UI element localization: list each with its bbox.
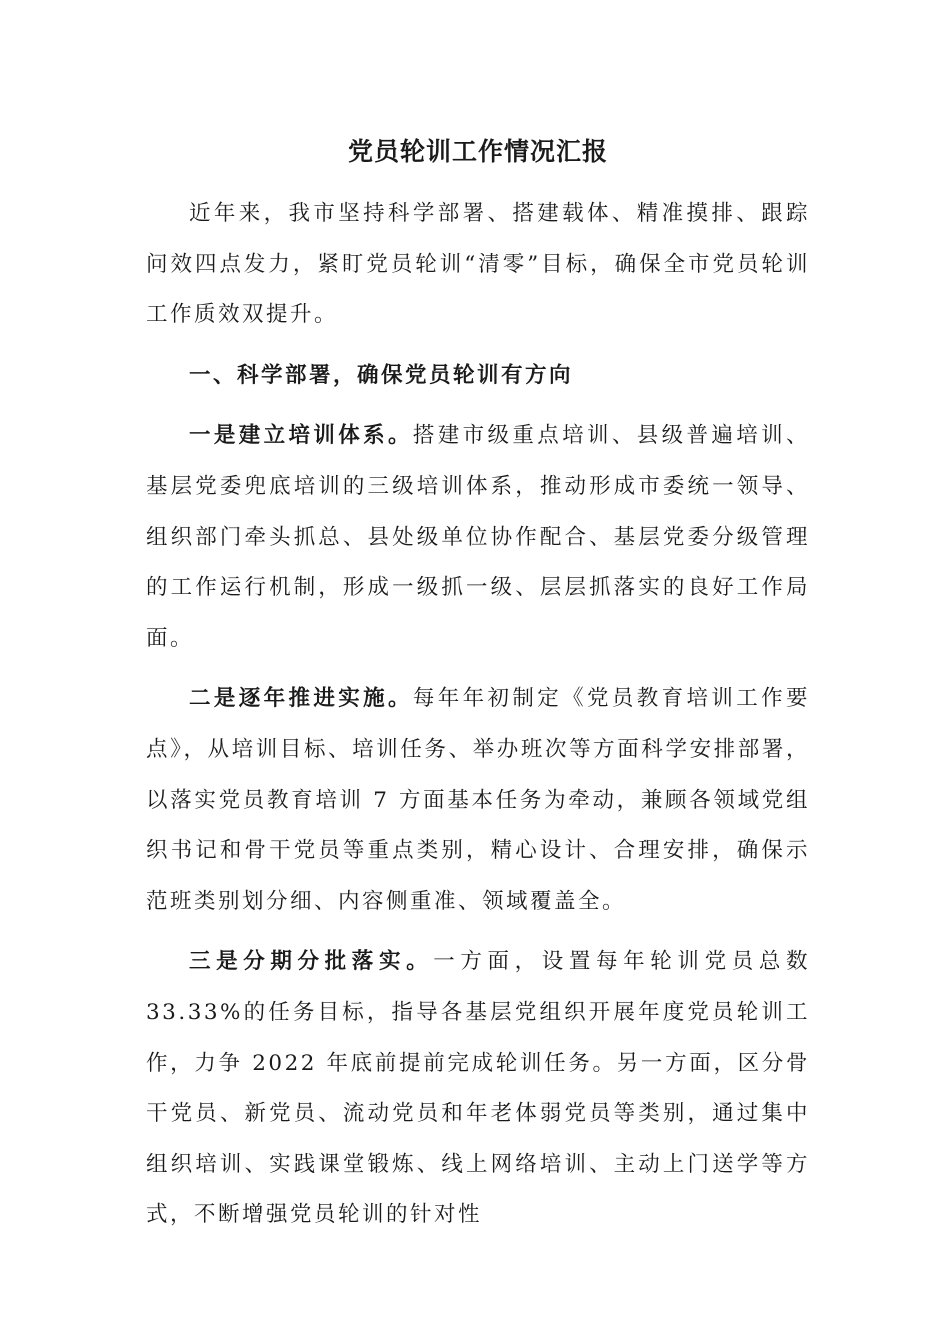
intro-paragraph: 近年来，我市坚持科学部署、搭建载体、精准摸排、跟踪问效四点发力，紧盯党员轮训“清零”目标，确保全市党员轮训工作质效双提升。 [146,201,810,328]
paragraph-item-2 [146,674,810,927]
paragraph-item-1 [146,411,810,664]
paragraph-lead: 二是逐年推进实施。 [189,686,413,712]
section-heading: 一、科学部署，确保党员轮训有方向 [189,362,574,388]
paragraph-text: 一方面，设置每年轮训党员总数 33.33%的任务目标，指导各基层党组织开展年度党员轮训工作，力争 2022 年底前提前完成轮训任务。另一方面，区分骨干党员、新党员、流动党员和年老体弱党员等类别，通过集中组织培训、实践课堂锻炼、线上网络培训、主动上门送学等方式，不断增强党员轮训的针对性 [146,949,810,1228]
paragraph-lead: 三是分期分批落实。 [189,949,434,975]
paragraph-text: 搭建市级重点培训、县级普遍培训、基层党委兜底培训的三级培训体系，推动形成市委统一领导、组织部门牵头抓总、县处级单位协作配合、基层党委分级管理的工作运行机制，形成一级抓一级、层层抓落实的良好工作局面。 [146,423,810,651]
paragraph-item-3 [146,937,810,1241]
paragraph-lead: 一是建立培训体系。 [189,423,413,449]
paragraph-text: 每年年初制定《党员教育培训工作要点》，从培训目标、培训任务、举办班次等方面科学安排部署，以落实党员教育培训 7 方面基本任务为牵动，兼顾各领域党组织书记和骨干党员等重点类别，精心设计、合理安排，确保示范班类别划分细、内容侧重准、领域覆盖全。 [146,686,810,914]
document-body [146,130,810,1241]
document-title: 党员轮训工作情况汇报 [347,137,608,166]
